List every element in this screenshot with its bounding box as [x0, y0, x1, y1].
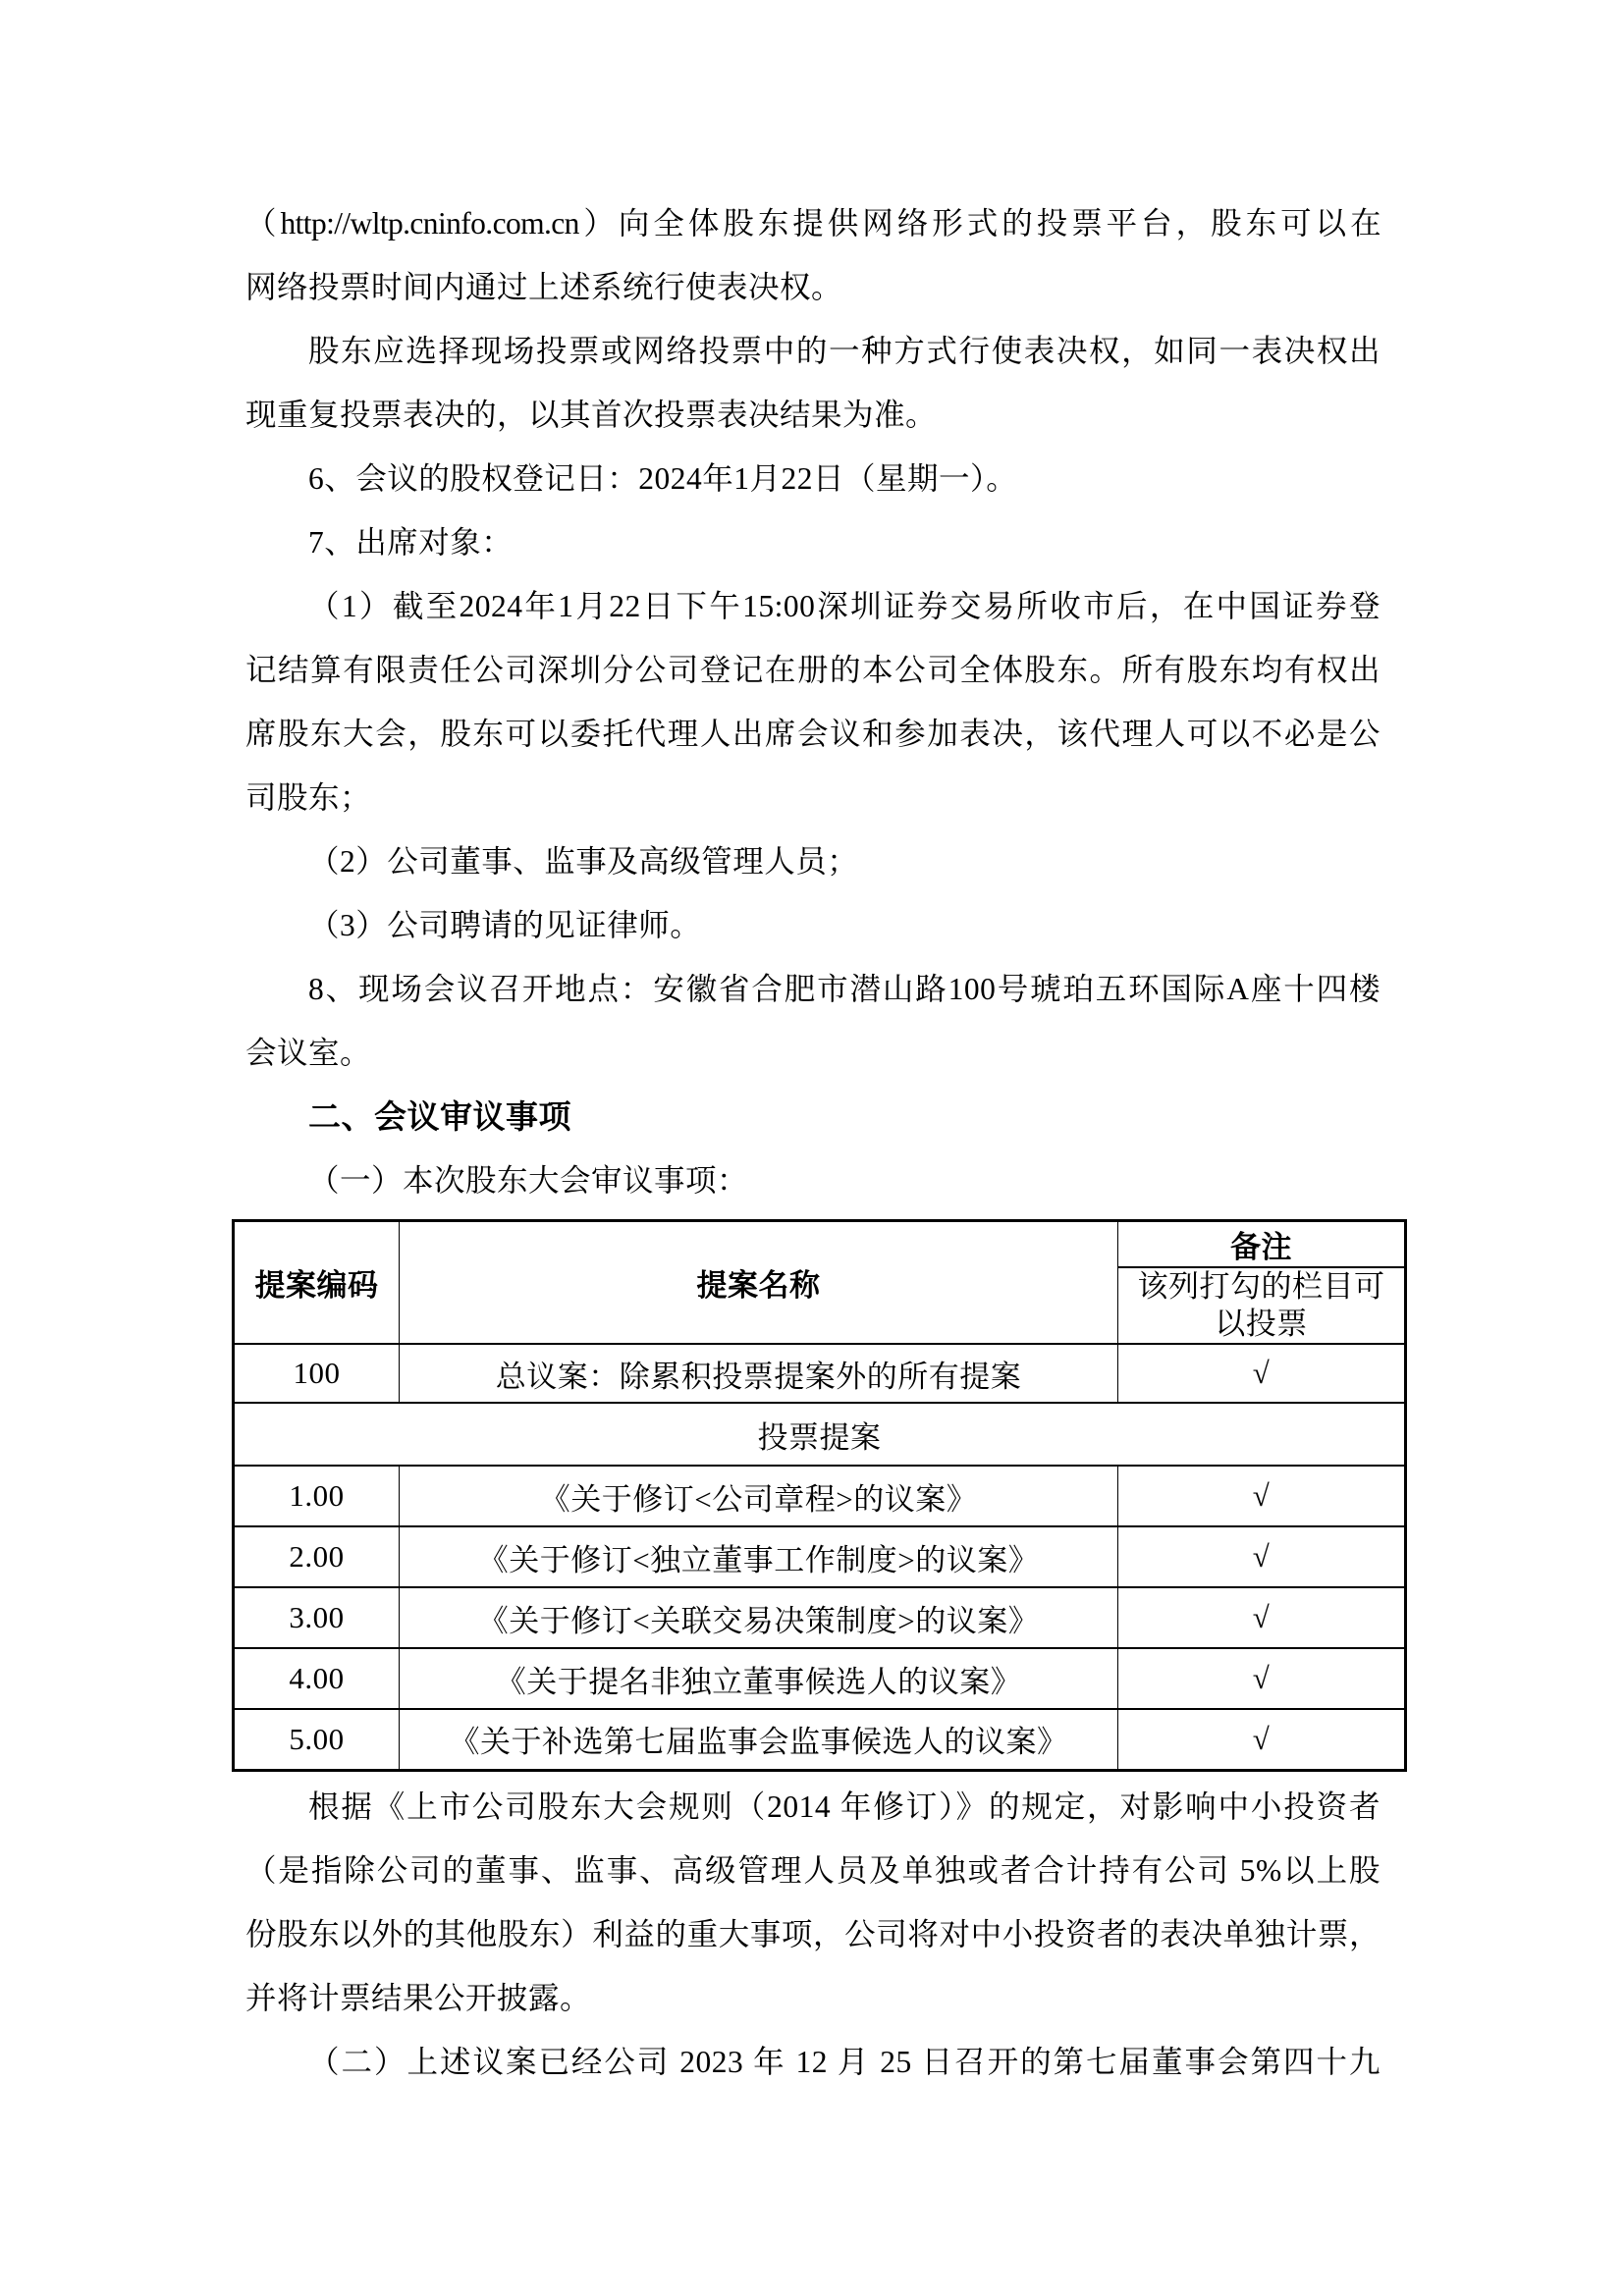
- proposal-name-cell: 《关于修订<公司章程>的议案》: [400, 1466, 1118, 1526]
- proposals-table: [232, 1219, 1407, 1772]
- body-line: 股东应选择现场投票或网络投票中的一种方式行使表决权，如同一表决权出: [308, 334, 1380, 368]
- body-line: 司股东；: [245, 780, 372, 815]
- body-line: （2）公司董事、监事及高级管理人员；: [308, 844, 859, 879]
- table-row-proposal-2: [234, 1526, 1406, 1587]
- body-line: 根据《上市公司股东大会规则（2014 年修订）》的规定，对影响中小投资者: [308, 1789, 1380, 1824]
- proposal-code-cell: 4.00: [234, 1648, 400, 1709]
- remark-note: [1118, 1267, 1406, 1344]
- body-line: （http://wltp.cninfo.com.cn）向全体股东提供网络形式的投票平台，股东可以在: [245, 206, 1380, 240]
- proposal-code-cell: 3.00: [234, 1587, 400, 1648]
- table-row-proposal-5: [234, 1709, 1406, 1770]
- text-block-top: [245, 191, 1380, 1212]
- checkmark: √: [1118, 1526, 1406, 1587]
- table-row-proposal-3: [234, 1587, 1406, 1648]
- table-section-row: [234, 1403, 1406, 1466]
- proposal-code-cell: 5.00: [234, 1709, 400, 1770]
- section-heading: 二、会议审议事项: [308, 1098, 571, 1135]
- table-row-proposal-4: [234, 1648, 1406, 1709]
- table-header-row: [234, 1221, 1406, 1268]
- remark-note-line1: 该列打勾的栏目可: [1137, 1269, 1385, 1304]
- body-line-record-date: 6、会议的股权登记日：2024年1月22日（星期一）。: [308, 461, 1018, 496]
- body-line: （1）截至2024年1月22日下午15:00深圳证券交易所收市后，在中国证券登: [308, 589, 1380, 623]
- body-line: 份股东以外的其他股东）利益的重大事项，公司将对中小投资者的表决单独计票，: [245, 1917, 1380, 1951]
- checkmark: √: [1118, 1466, 1406, 1526]
- proposal-name-cell: 《关于修订<独立董事工作制度>的议案》: [400, 1526, 1118, 1587]
- body-line: 会议室。: [245, 1036, 372, 1070]
- proposal-name-cell: 《关于提名非独立董事候选人的议案》: [400, 1648, 1118, 1709]
- checkmark: √: [1118, 1648, 1406, 1709]
- proposal-name-cell: 总议案：除累积投票提案外的所有提案: [400, 1344, 1118, 1403]
- col-header-proposal-code: 提案编码: [234, 1221, 400, 1345]
- proposal-code-cell: 1.00: [234, 1466, 400, 1526]
- table-row-proposal-1: [234, 1466, 1406, 1526]
- col-header-remark: 备注: [1118, 1221, 1406, 1268]
- body-line-attendees: 7、出席对象：: [308, 525, 514, 560]
- body-line: 并将计票结果公开披露。: [245, 1981, 592, 2015]
- checkmark: √: [1118, 1587, 1406, 1648]
- col-header-proposal-name: 提案名称: [400, 1221, 1118, 1345]
- body-line: 席股东大会，股东可以委托代理人出席会议和参加表决，该代理人可以不必是公: [245, 717, 1380, 751]
- body-line: （3）公司聘请的见证律师。: [308, 908, 702, 942]
- section-row-label: 投票提案: [234, 1403, 1406, 1466]
- proposal-code-cell: 100: [234, 1344, 400, 1403]
- body-line-venue: 8、现场会议召开地点：安徽省合肥市潜山路100号琥珀五环国际A座十四楼: [308, 972, 1380, 1006]
- body-line: （是指除公司的董事、监事、高级管理人员及单独或者合计持有公司 5%以上股: [245, 1853, 1380, 1888]
- body-line: 现重复投票表决的，以其首次投票表决结果为准。: [245, 398, 938, 432]
- checkmark: √: [1118, 1344, 1406, 1403]
- subsection-heading: （一）本次股东大会审议事项：: [308, 1163, 749, 1198]
- body-line: （二）上述议案已经公司 2023 年 12 月 25 日召开的第七届董事会第四十九: [308, 2045, 1380, 2079]
- proposal-name-cell: 《关于补选第七届监事会监事候选人的议案》: [400, 1709, 1118, 1770]
- proposal-name-cell: 《关于修订<关联交易决策制度>的议案》: [400, 1587, 1118, 1648]
- text-block-bottom: [245, 1775, 1380, 2094]
- proposal-code-cell: 2.00: [234, 1526, 400, 1587]
- remark-note-line2: 以投票: [1215, 1307, 1308, 1341]
- table-row-general-proposal: [234, 1344, 1406, 1403]
- body-line: 网络投票时间内通过上述系统行使表决权。: [245, 270, 843, 304]
- body-line: 记结算有限责任公司深圳分公司登记在册的本公司全体股东。所有股东均有权出: [245, 653, 1380, 687]
- checkmark: √: [1118, 1709, 1406, 1770]
